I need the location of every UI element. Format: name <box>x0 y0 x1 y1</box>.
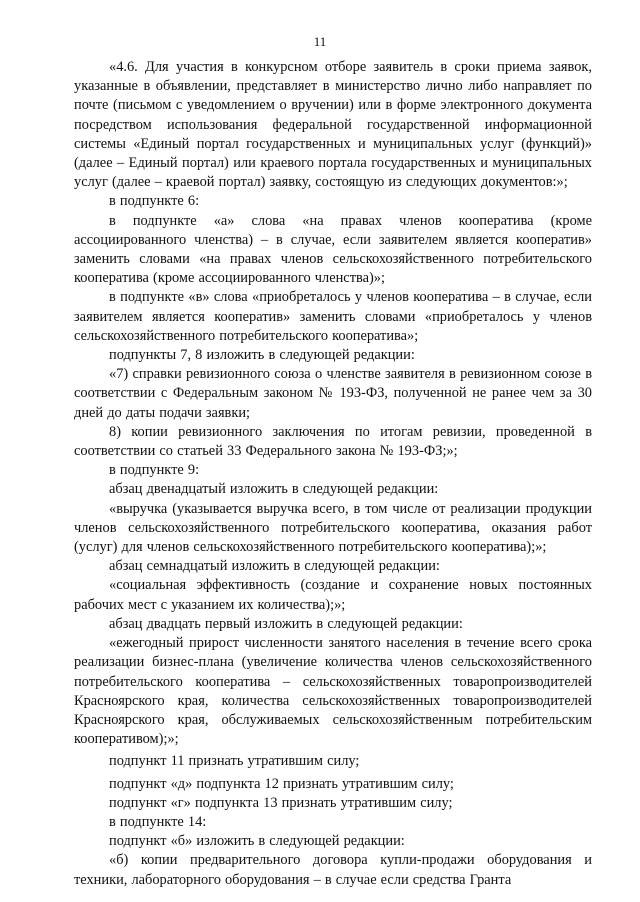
paragraph-revenue: «выручка (указывается выручка всего, в том числе от реализации продукции членов сельскохозяйственного потребительского кооператива, оказания работ (услуг) для членов сельскохозяйственного потребительского кооператива);»; <box>74 500 592 556</box>
paragraph-4-6-intro: «4.6. Для участия в конкурсном отборе заявитель в сроки приема заявок, указанные в объявлении, представляет в министерство лично либо направляет по почте (письмом с уведомлением о вручении) или в форме электронного документа посредством использования федеральной государственной информационной системы «Единый портал государственных и муниципальных услуг (функций)» (далее – Единый портал) или краевого портала государственных и муниципальных услуг (далее – краевой портал) заявку, состоящую из следующих документов:»; <box>74 59 592 191</box>
page-number: 11 <box>313 34 327 49</box>
paragraph-subpoint-v-amendment: в подпункте «в» слова «приобреталось у членов кооператива – в случае, если заявителем является кооператив» заменить словами «приобреталось у членов сельскохозяйственного потребительского кооператива»; <box>74 289 592 344</box>
paragraph-employment-growth: «ежегодный прирост численности занятого населения в течение всего срока реализации бизнес-плана (увеличение количества членов сельскохозяйственного потребительского кооператива – сельскохозяйственных товаропроизводителей Красноярского края, количества сельскохозяйственных товаропроизводителей Красноярского края, обслуживаемых сельскохозяйственным потребительским кооперативом);»; <box>74 635 592 748</box>
paragraph-item-7: «7) справки ревизионного союза о членстве заявителя в ревизионном союзе в соответствии с Федеральным законом № 193-ФЗ, полученной не ранее чем за 30 дней до даты подачи заявки; <box>74 366 592 421</box>
paragraph-subpoint-14-heading: в подпункте 14: <box>109 813 207 830</box>
paragraph-subpoint-6-heading: в подпункте 6: <box>109 193 200 210</box>
paragraph-abzac-21-heading: абзац двадцать первый изложить в следующей редакции: <box>109 615 463 632</box>
paragraph-subpoint-9-heading: в подпункте 9: <box>109 462 200 479</box>
paragraph-subpoint-g-13-void: подпункт «г» подпункта 13 признать утратившим силу; <box>109 794 453 811</box>
paragraph-subpoint-11-void: подпункт 11 признать утратившим силу; <box>109 753 360 770</box>
paragraph-social-efficiency: «социальная эффективность (создание и сохранение новых постоянных рабочих мест с указанием их количества);»; <box>74 577 592 613</box>
paragraph-subpoint-a-amendment: в подпункте «а» слова «на правах членов кооператива (кроме ассоциированного членства) – в случае, если заявителем является кооператив» заменить словами «на правах членов сельскохозяйственного потребительского кооператива (кроме ассоциированного членства)»; <box>74 212 592 287</box>
document-body <box>74 58 592 890</box>
paragraph-item-8: 8) копии ревизионного заключения по итогам ревизии, проведенной в соответствии со статьей 33 Федерального закона № 193-ФЗ;»; <box>74 423 592 460</box>
paragraph-subpoint-d-12-void: подпункт «д» подпункта 12 признать утратившим силу; <box>109 775 454 792</box>
paragraph-subpoints-7-8-heading: подпункты 7, 8 изложить в следующей редакции: <box>109 347 415 364</box>
paragraph-item-b-contract: «б) копии предварительного договора купли-продажи оборудования и техники, лабораторного оборудования – в случае если средства Гранта <box>74 852 592 888</box>
paragraph-abzac-17-heading: абзац семнадцатый изложить в следующей редакции: <box>109 558 440 575</box>
paragraph-abzac-12-heading: абзац двенадцатый изложить в следующей редакции: <box>109 481 439 498</box>
paragraph-subpoint-b-heading: подпункт «б» изложить в следующей редакции: <box>109 833 405 850</box>
